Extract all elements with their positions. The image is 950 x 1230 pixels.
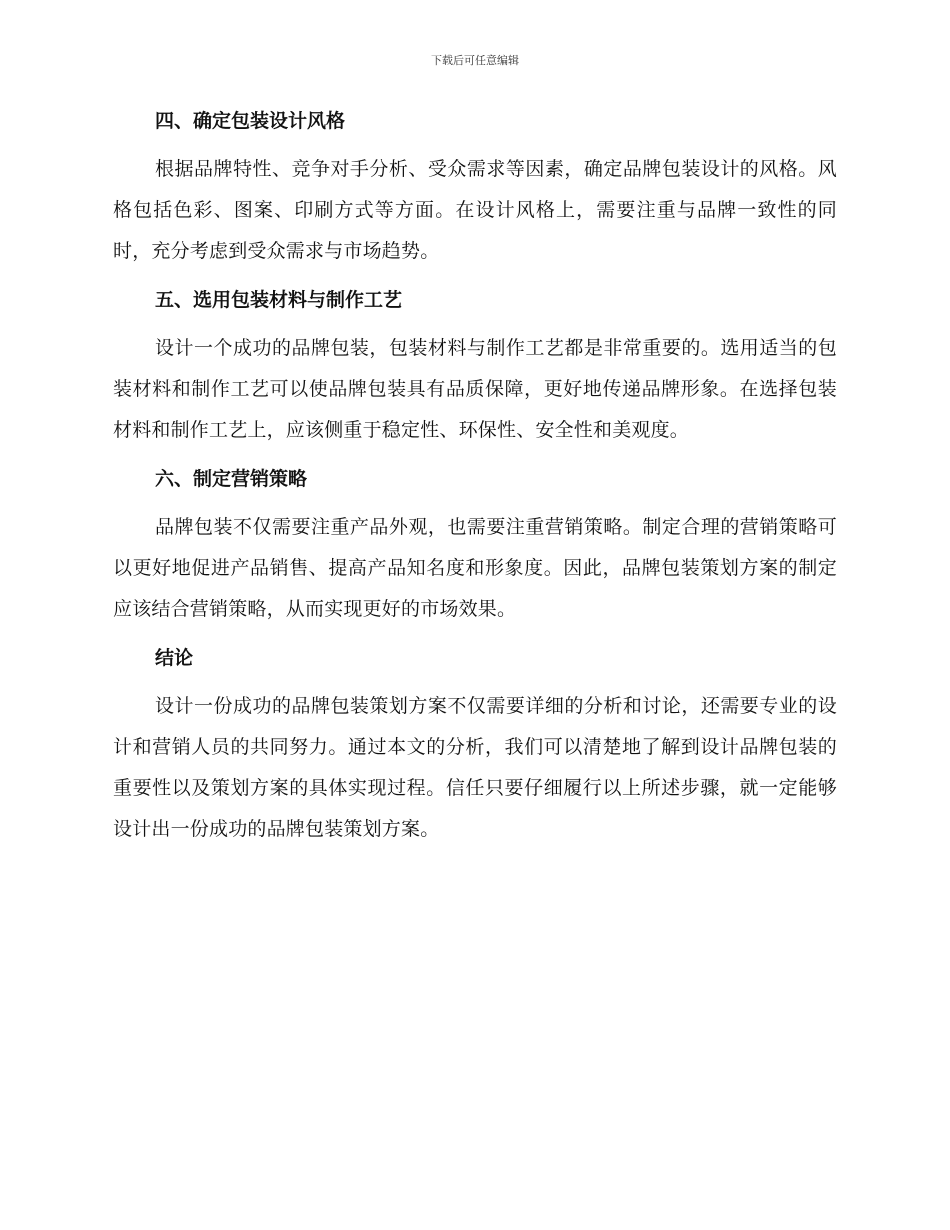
page-header-note: 下载后可任意编辑 bbox=[431, 54, 519, 67]
section-marketing-strategy bbox=[113, 465, 837, 630]
section-conclusion bbox=[113, 644, 837, 850]
section-heading: 结论 bbox=[155, 647, 194, 669]
section-paragraph: 设计一份成功的品牌包装策划方案不仅需要详细的分析和讨论，还需要专业的设计和营销人员的共同努力。通过本文的分析，我们可以清楚地了解到设计品牌包装的重要性以及策划方案的具体实现过程。信任只要仔细履行以上所述步骤，就一定能够设计出一份成功的品牌包装策划方案。 bbox=[113, 695, 837, 840]
section-paragraph: 根据品牌特性、竞争对手分析、受众需求等因素，确定品牌包装设计的风格。风格包括色彩、图案、印刷方式等方面。在设计风格上，需要注重与品牌一致性的同时，充分考虑到受众需求与市场趋势。 bbox=[113, 158, 837, 262]
section-heading: 六、制定营销策略 bbox=[155, 468, 308, 490]
section-heading: 五、选用包装材料与制作工艺 bbox=[155, 289, 403, 311]
section-design-style bbox=[113, 107, 837, 272]
section-materials-craft bbox=[113, 286, 837, 451]
document-body bbox=[113, 107, 837, 864]
section-heading: 四、确定包装设计风格 bbox=[155, 110, 346, 132]
section-paragraph: 品牌包装不仅需要注重产品外观，也需要注重营销策略。制定合理的营销策略可以更好地促进产品销售、提高产品知名度和形象度。因此，品牌包装策划方案的制定应该结合营销策略，从而实现更好的市场效果。 bbox=[113, 516, 837, 620]
section-paragraph: 设计一个成功的品牌包装，包装材料与制作工艺都是非常重要的。选用适当的包装材料和制作工艺可以使品牌包装具有品质保障，更好地传递品牌形象。在选择包装材料和制作工艺上，应该侧重于稳定性、环保性、安全性和美观度。 bbox=[113, 337, 837, 441]
